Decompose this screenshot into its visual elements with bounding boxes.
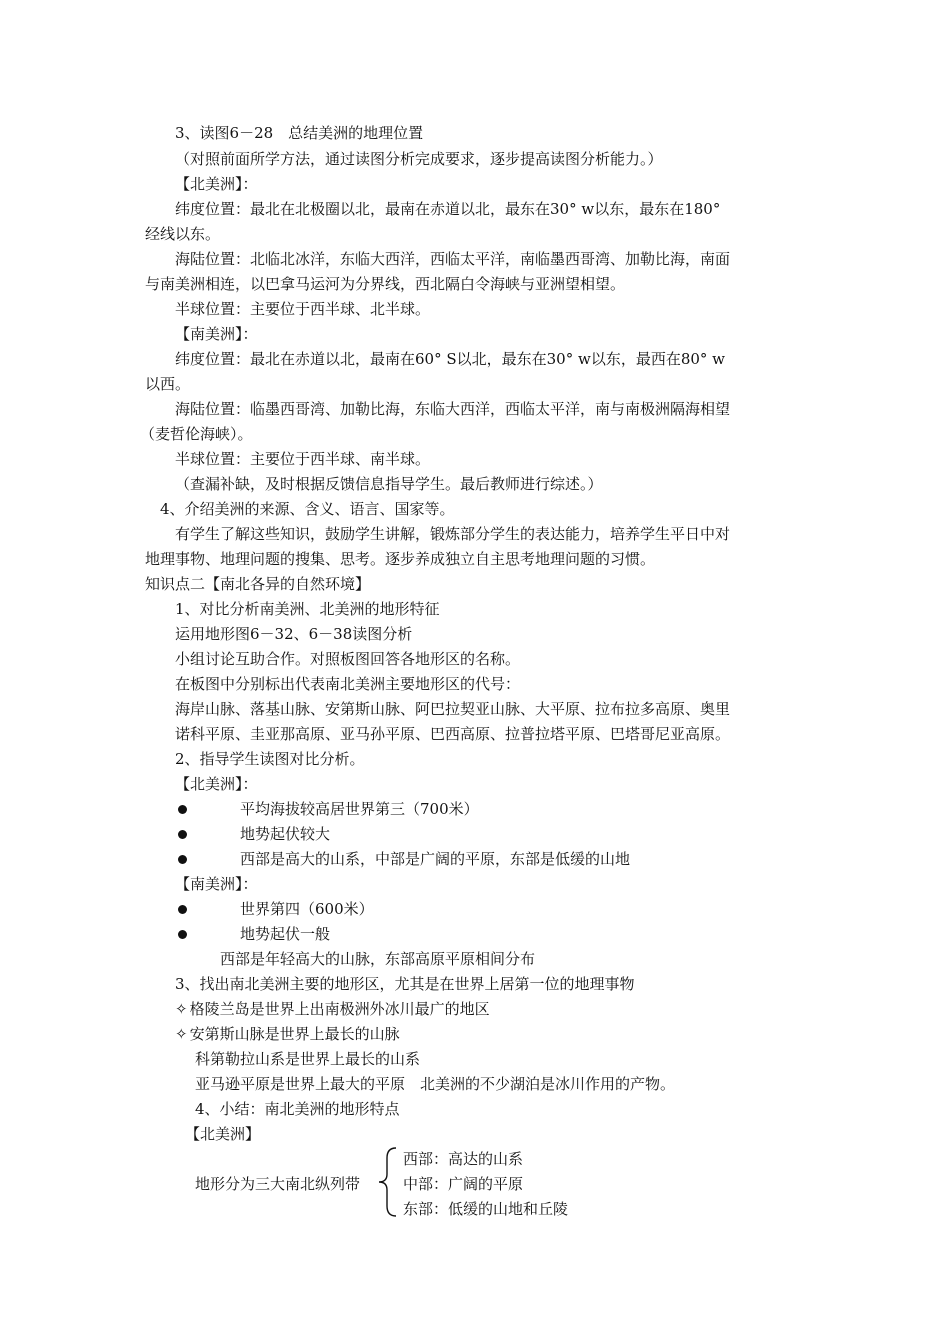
text-line-35: 3、找出南北美洲主要的地形区，尤其是在世界上居第一位的地理事物	[175, 975, 635, 993]
bullet-dot	[178, 805, 187, 814]
bullet-text-3: 西部是高大的山系，中部是广阔的平原，东部是低缓的山地	[240, 850, 631, 868]
text-line-16: 4、介绍美洲的来源、含义、语言、国家等。	[160, 500, 455, 518]
brace-item-central: 中部：广阔的平原	[403, 1175, 524, 1193]
summary-label: 地形分为三大南北纵列带	[195, 1175, 361, 1193]
text-line-5: 经线以东。	[145, 225, 221, 243]
text-line-1: 3、读图6－28 总结美洲的地理位置	[175, 124, 424, 142]
section-heading: 知识点二【南北各异的自然环境】	[145, 575, 371, 593]
diamond-item-2: ✧ 安第斯山脉是世界上最长的山脉	[175, 1025, 400, 1043]
text-line-21: 运用地形图6－32、6－38读图分析	[175, 625, 413, 643]
text-line-20: 1、对比分析南美洲、北美洲的地形特征	[175, 600, 440, 618]
text-line-11: 以西。	[145, 375, 191, 393]
text-line-24: 海岸山脉、落基山脉、安第斯山脉、阿巴拉契亚山脉、大平原、拉布拉多高原、奥里	[175, 700, 731, 718]
bullet-dot	[178, 830, 187, 839]
text-line-40: 4、小结：南北美洲的地形特点	[195, 1100, 400, 1118]
brace-item-west: 西部：高达的山系	[403, 1150, 524, 1168]
bullet-text-2: 地势起伏较大	[240, 825, 331, 843]
text-line-39: 亚马逊平原是世界上最大的平原 北美洲的不少湖泊是冰川作用的产物。	[195, 1075, 676, 1093]
text-line-22: 小组讨论互助合作。对照板图回答各地形区的名称。	[175, 650, 521, 668]
text-line-25: 诺科平原、圭亚那高原、亚马孙平原、巴西高原、拉普拉塔平原、巴塔哥尼亚高原。	[175, 725, 731, 743]
bullet-dot	[178, 855, 187, 864]
bullet-dot	[178, 905, 187, 914]
bullet-text-1: 平均海拔较高居世界第三（700米）	[240, 800, 479, 818]
text-line-27: 【北美洲】：	[175, 775, 258, 793]
bullet-text-5: 地势起伏一般	[240, 925, 331, 943]
bullet-dot	[178, 930, 187, 939]
text-line-34: 西部是年轻高大的山脉，东部高原平原相间分布	[220, 950, 536, 968]
text-line-8: 半球位置：主要位于西半球、北半球。	[175, 300, 431, 318]
text-line-2: （对照前面所学方法，通过读图分析完成要求，逐步提高读图分析能力。）	[175, 150, 663, 168]
text-line-3: 【北美洲】：	[175, 175, 258, 193]
text-line-7: 与南美洲相连，以巴拿马运河为分界线，西北隔白令海峡与亚洲望相望。	[145, 275, 626, 293]
text-line-15: （查漏补缺，及时根据反馈信息指导学生。最后教师进行综述。）	[175, 475, 603, 493]
diamond-item-1: ✧ 格陵兰岛是世界上出南极洲外冰川最广的地区	[175, 1000, 490, 1018]
text-line-9: 【南美洲】：	[175, 325, 258, 343]
text-line-18: 地理事物、地理问题的搜集、思考。逐步养成独立自主思考地理问题的习惯。	[145, 550, 656, 568]
text-line-23: 在板图中分别标出代表南北美洲主要地形区的代号：	[175, 675, 521, 693]
text-line-10: 纬度位置：最北在赤道以北，最南在60° S以北，最东在30° w以东，最西在80° w	[175, 350, 726, 368]
diamond-bullet-icon: ✧	[175, 1000, 188, 1018]
text-line-6: 海陆位置：北临北冰洋，东临大西洋，西临太平洋，南临墨西哥湾、加勒比海，南面	[175, 250, 731, 268]
text-line-14: 半球位置：主要位于西半球、南半球。	[175, 450, 431, 468]
text-line-17: 有学生了解这些知识，鼓励学生讲解，锻炼部分学生的表达能力，培养学生平日中对	[175, 525, 731, 543]
bullet-text-4: 世界第四（600米）	[240, 900, 374, 918]
text-line-12: 海陆位置：临墨西哥湾、加勒比海，东临大西洋，西临太平洋，南与南极洲隔海相望	[175, 400, 731, 418]
text-line-41: 【北美洲】	[185, 1125, 261, 1143]
text-line-4: 纬度位置：最北在北极圈以北，最南在赤道以北，最东在30° w以东，最东在180°	[175, 200, 721, 218]
text-line-31: 【南美洲】：	[175, 875, 258, 893]
brace-item-east: 东部：低缓的山地和丘陵	[403, 1200, 569, 1218]
curly-brace-icon	[376, 1146, 398, 1218]
text-line-13: （麦哲伦海峡）。	[140, 425, 253, 443]
text-line-38: 科第勒拉山系是世界上最长的山系	[195, 1050, 421, 1068]
diamond-bullet-icon: ✧	[175, 1025, 188, 1043]
text-line-26: 2、指导学生读图对比分析。	[175, 750, 365, 768]
